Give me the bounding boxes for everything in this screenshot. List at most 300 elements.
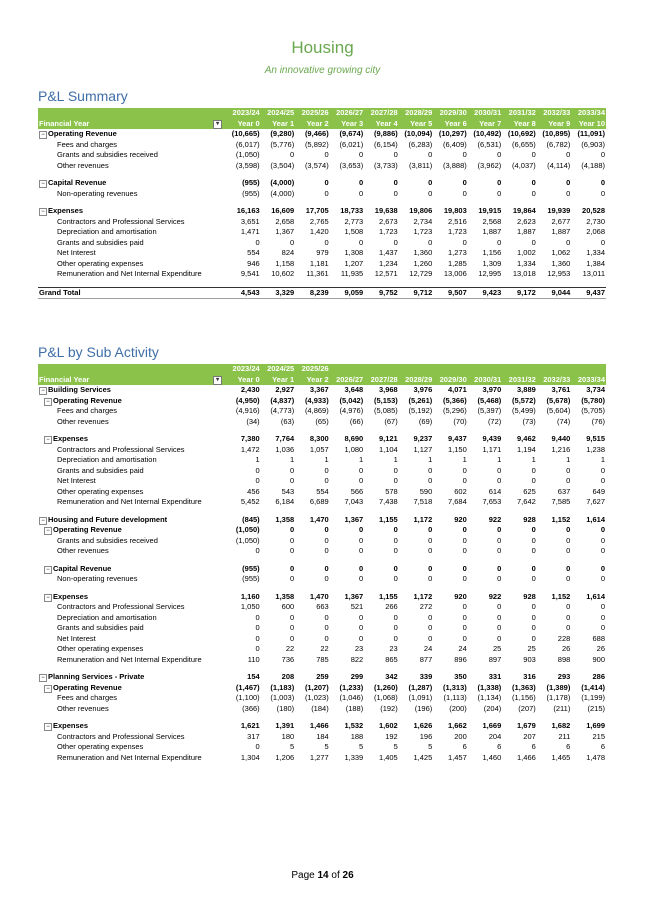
table-row xyxy=(38,248,606,259)
value-cell: 0 xyxy=(290,535,295,545)
table-row xyxy=(38,417,606,428)
value-cell: (1,260) xyxy=(373,682,398,692)
spacer-row xyxy=(38,171,606,178)
value-cell: 208 xyxy=(281,672,295,681)
value-cell: 25 xyxy=(527,644,536,653)
header-year-bottom: Year 1 xyxy=(261,375,296,386)
value-cell: 286 xyxy=(592,672,605,681)
value-cell: 16,163 xyxy=(236,206,260,215)
row-label xyxy=(38,178,226,189)
value-cell: 342 xyxy=(385,672,398,681)
value-cell: 0 xyxy=(324,563,329,573)
value-cell: 554 xyxy=(316,486,329,496)
row-label xyxy=(38,238,226,249)
value-cell: 293 xyxy=(557,672,571,681)
value-cell: 0 xyxy=(393,535,398,545)
header-year-top xyxy=(433,364,468,375)
value-cell: (10,297) xyxy=(438,129,467,138)
header-year-top: 2027/28 xyxy=(364,108,399,119)
collapse-toggle-icon[interactable]: − xyxy=(39,517,47,525)
value-cell: 1,216 xyxy=(551,444,571,454)
value-cell: 17,705 xyxy=(305,206,329,215)
value-cell: 0 xyxy=(566,525,571,534)
value-cell: (1,183) xyxy=(270,682,295,692)
value-cell: 0 xyxy=(393,178,398,187)
row-label-text: Contractors and Professional Services xyxy=(57,731,185,741)
header-year-bottom: Year 0 xyxy=(226,119,261,130)
value-cell: 2,658 xyxy=(275,216,295,226)
value-cell: 6 xyxy=(497,742,502,751)
value-cell: 0 xyxy=(324,476,329,485)
value-cell: 1 xyxy=(290,455,295,464)
value-cell: (4,950) xyxy=(235,395,260,405)
header-row-labels xyxy=(38,375,606,386)
collapse-toggle-icon[interactable]: − xyxy=(44,723,52,731)
collapse-toggle-icon[interactable]: − xyxy=(44,436,52,444)
value-cell: 946 xyxy=(247,258,260,268)
row-label-text: Housing and Future development xyxy=(48,514,168,524)
value-cell: 0 xyxy=(600,465,605,475)
value-cell: 1,437 xyxy=(378,248,398,257)
value-cell: 1,405 xyxy=(378,752,398,762)
value-cell: 110 xyxy=(247,654,260,664)
value-cell: 1,172 xyxy=(413,591,433,601)
value-cell: 0 xyxy=(428,535,433,545)
value-cell: 1,234 xyxy=(378,258,398,268)
table-row xyxy=(38,634,606,645)
value-cell: 211 xyxy=(558,731,571,741)
table-row xyxy=(38,140,606,151)
value-cell: 1,160 xyxy=(240,591,260,601)
value-cell: 0 xyxy=(600,612,605,622)
collapse-toggle-icon[interactable]: − xyxy=(39,674,47,682)
value-cell: (196) xyxy=(414,703,433,713)
value-cell: 1,152 xyxy=(551,591,571,601)
value-cell: (10,895) xyxy=(542,129,571,138)
spacer-row xyxy=(38,199,606,206)
value-cell: 625 xyxy=(523,486,536,496)
value-cell: 0 xyxy=(600,237,605,247)
header-year-bottom: Year 9 xyxy=(537,119,572,130)
value-cell: 2,773 xyxy=(344,216,364,226)
row-label-text: Expenses xyxy=(53,721,89,730)
value-cell: (955) xyxy=(242,563,260,573)
value-cell: 922 xyxy=(488,514,502,524)
value-cell: 1,367 xyxy=(344,591,364,601)
value-cell: 1,127 xyxy=(413,444,433,454)
value-cell: 928 xyxy=(523,514,536,524)
value-cell: 602 xyxy=(454,486,467,496)
value-cell: 1,360 xyxy=(413,248,433,257)
spacer-cell xyxy=(38,508,226,515)
value-cell: (215) xyxy=(587,703,605,713)
collapse-toggle-icon[interactable]: − xyxy=(39,131,47,139)
value-cell: 0 xyxy=(393,188,398,198)
row-label-text: Remuneration and Net Internal Expenditure xyxy=(57,654,202,664)
value-cell: 9,423 xyxy=(468,287,503,299)
table-row xyxy=(38,161,606,172)
value-cell: 1,285 xyxy=(447,258,467,268)
value-cell: 0 xyxy=(255,633,260,643)
header-year-top: 2026/27 xyxy=(330,108,365,119)
row-label-text: Operating Revenue xyxy=(53,525,122,534)
value-cell: 184 xyxy=(316,731,329,741)
row-label-text: Building Services xyxy=(48,385,111,394)
table-row xyxy=(38,178,606,189)
filter-icon[interactable]: ▾ xyxy=(213,376,222,385)
value-cell: 7,653 xyxy=(482,497,502,506)
value-cell: 2,734 xyxy=(413,216,433,226)
row-label xyxy=(38,634,226,645)
footer-separator: of xyxy=(331,870,340,881)
collapse-toggle-icon[interactable]: − xyxy=(44,594,52,602)
header-year-bottom: Year 6 xyxy=(433,119,468,130)
value-cell: (11,091) xyxy=(577,129,605,138)
value-cell: (180) xyxy=(276,703,295,713)
value-cell: 0 xyxy=(359,150,364,159)
value-cell: (5,366) xyxy=(443,395,467,405)
header-year-bottom: Year 3 xyxy=(330,119,365,130)
row-label-text: Grants and subsidies paid xyxy=(57,465,144,475)
value-cell: 7,764 xyxy=(275,434,295,443)
value-cell: 1,155 xyxy=(378,591,398,601)
value-cell: 0 xyxy=(497,574,502,583)
value-cell: 0 xyxy=(324,574,329,583)
spacer-row xyxy=(38,427,606,434)
table-row xyxy=(38,592,606,603)
row-label-text: Remuneration and Net Internal Expenditure xyxy=(57,269,202,278)
value-cell: 0 xyxy=(600,602,605,611)
collapse-toggle-icon[interactable]: − xyxy=(39,180,47,188)
row-label-text: Remuneration and Net Internal Expenditure xyxy=(57,752,202,762)
row-label-text: Depreciation and amortisation xyxy=(57,227,157,236)
value-cell: 0 xyxy=(462,623,467,632)
row-label xyxy=(38,206,226,217)
value-cell: (207) xyxy=(518,703,536,713)
value-cell: 7,585 xyxy=(551,497,571,506)
value-cell: 0 xyxy=(359,178,364,187)
value-cell: 0 xyxy=(428,633,433,643)
value-cell: 23 xyxy=(389,644,398,653)
value-cell: 13,011 xyxy=(582,269,605,278)
value-cell: (5,705) xyxy=(581,406,605,415)
value-cell: (845) xyxy=(242,514,260,524)
header-year-bottom: Year 8 xyxy=(502,119,537,130)
value-cell: (9,886) xyxy=(373,129,398,138)
collapse-toggle-icon[interactable]: − xyxy=(39,387,47,395)
value-cell: 6 xyxy=(531,742,536,751)
spacer-row xyxy=(38,508,606,515)
value-cell: 0 xyxy=(255,612,260,622)
value-cell: (5,296) xyxy=(443,406,467,415)
value-cell: 9,462 xyxy=(517,434,536,443)
value-cell: 1,465 xyxy=(551,752,571,762)
value-cell: 0 xyxy=(600,546,605,555)
table-row xyxy=(38,546,606,557)
value-cell: 3,651 xyxy=(240,216,260,226)
value-cell: 1,699 xyxy=(586,721,605,730)
value-cell: 1,478 xyxy=(586,752,605,762)
value-cell: 2,430 xyxy=(240,385,260,394)
row-label-text: Other operating expenses xyxy=(57,742,144,751)
row-label-text: Contractors and Professional Services xyxy=(57,602,185,611)
value-cell: 0 xyxy=(566,188,571,198)
value-cell: 0 xyxy=(497,178,502,187)
value-cell: (3,733) xyxy=(373,160,398,170)
row-label-text: Grants and subsidies paid xyxy=(57,623,144,632)
value-cell: 26 xyxy=(596,644,605,653)
value-cell: 1,682 xyxy=(551,721,571,730)
value-cell: 0 xyxy=(324,188,329,198)
spacer-row xyxy=(38,714,606,721)
row-label xyxy=(38,269,226,280)
value-cell: 0 xyxy=(393,623,398,632)
value-cell: 0 xyxy=(393,546,398,555)
value-cell: (10,094) xyxy=(404,129,433,138)
value-cell: 1 xyxy=(393,455,398,464)
value-cell: 688 xyxy=(592,633,605,643)
value-cell: 5 xyxy=(359,742,364,751)
financial-year-label xyxy=(38,375,226,386)
value-cell: 0 xyxy=(497,465,502,475)
value-cell: 0 xyxy=(428,465,433,475)
value-cell: 4,543 xyxy=(226,287,261,299)
value-cell: 0 xyxy=(600,623,605,632)
value-cell: 9,237 xyxy=(413,434,433,443)
row-label xyxy=(38,742,226,753)
value-cell: (34) xyxy=(246,416,260,426)
spacer-cell xyxy=(38,557,226,564)
value-cell: (204) xyxy=(483,703,502,713)
row-label xyxy=(38,546,226,557)
table-row xyxy=(38,259,606,270)
table-row xyxy=(38,497,606,508)
row-label-text: Other operating expenses xyxy=(57,644,144,653)
row-label-text: Net Interest xyxy=(57,248,96,257)
value-cell: 897 xyxy=(488,654,502,664)
row-label-text: Fees and charges xyxy=(57,139,118,149)
value-cell: 0 xyxy=(290,476,295,485)
value-cell: 1,384 xyxy=(586,258,605,268)
table-row xyxy=(38,525,606,536)
collapse-toggle-icon[interactable]: − xyxy=(44,398,52,406)
value-cell: 1,466 xyxy=(309,721,329,730)
row-label-text: Depreciation and amortisation xyxy=(57,612,157,622)
value-cell: 25 xyxy=(492,644,502,653)
header-year-bottom: 2032/33 xyxy=(537,375,572,386)
value-cell: 1,334 xyxy=(517,258,536,268)
footer-prefix: Page xyxy=(291,870,315,881)
row-label-text: Other revenues xyxy=(57,416,109,426)
value-cell: 0 xyxy=(255,546,260,555)
table-row xyxy=(38,564,606,575)
value-cell: 1,194 xyxy=(517,444,536,454)
value-cell: 0 xyxy=(531,237,536,247)
value-cell: (5,397) xyxy=(477,406,502,415)
value-cell: 1,621 xyxy=(240,721,260,730)
value-cell: 0 xyxy=(566,546,571,555)
value-cell: 1,260 xyxy=(413,258,433,268)
value-cell: (6,409) xyxy=(443,139,467,149)
value-cell: 0 xyxy=(255,742,260,751)
value-cell: 0 xyxy=(531,150,536,159)
value-cell: 1,887 xyxy=(482,227,502,236)
value-cell: 0 xyxy=(462,465,467,475)
value-cell: 0 xyxy=(462,574,467,583)
value-cell: (1,199) xyxy=(581,693,605,702)
row-label xyxy=(38,259,226,270)
header-year-top xyxy=(399,364,434,375)
value-cell: (6,021) xyxy=(339,139,364,149)
value-cell: 259 xyxy=(316,672,329,681)
value-cell: 19,806 xyxy=(409,206,433,215)
value-cell: 0 xyxy=(359,535,364,545)
value-cell: 272 xyxy=(419,602,433,611)
value-cell: 192 xyxy=(385,731,398,741)
value-cell: (955) xyxy=(242,178,260,187)
value-cell: 1,723 xyxy=(378,227,398,236)
value-cell: 0 xyxy=(290,465,295,475)
row-label xyxy=(38,672,226,683)
table-row xyxy=(38,672,606,683)
header-year-top: 2023/24 xyxy=(226,364,261,375)
row-label xyxy=(38,227,226,238)
spacer-cell xyxy=(38,585,226,592)
value-cell: 0 xyxy=(497,476,502,485)
value-cell: 24 xyxy=(423,644,433,653)
value-cell: 0 xyxy=(462,535,467,545)
value-cell: 9,437 xyxy=(571,287,606,299)
value-cell: 0 xyxy=(393,476,398,485)
spacer-row xyxy=(38,280,606,288)
value-cell: 299 xyxy=(350,672,364,681)
value-cell: 0 xyxy=(497,623,502,632)
header-year-bottom: Year 2 xyxy=(295,375,330,386)
value-cell: 24 xyxy=(458,644,467,653)
collapse-toggle-icon[interactable]: − xyxy=(44,527,52,535)
row-label-text: Expenses xyxy=(53,591,89,601)
value-cell: (74) xyxy=(556,416,571,426)
value-cell: 5 xyxy=(324,742,329,751)
page-subtitle: An innovative growing city xyxy=(264,65,381,76)
value-cell: 456 xyxy=(247,486,260,496)
filter-icon[interactable]: ▾ xyxy=(213,120,222,129)
value-cell: 0 xyxy=(600,563,605,573)
value-cell: 19,939 xyxy=(547,206,571,215)
value-cell: (4,869) xyxy=(304,406,329,415)
value-cell: 1 xyxy=(600,455,605,464)
spacer-cell xyxy=(38,714,226,721)
row-label-text: Non-operating revenues xyxy=(57,574,138,583)
header-year-top xyxy=(502,364,537,375)
value-cell: 8,300 xyxy=(309,434,329,443)
value-cell: 1,626 xyxy=(413,721,433,730)
value-cell: (73) xyxy=(522,416,536,426)
row-label xyxy=(38,592,226,603)
value-cell: 1,207 xyxy=(344,258,364,268)
header-year-bottom: 2030/31 xyxy=(468,375,503,386)
pl-sub-activity-table xyxy=(38,364,606,763)
value-cell: (63) xyxy=(280,416,295,426)
value-cell: 1,470 xyxy=(309,514,329,524)
financial-year-label xyxy=(38,119,226,130)
table-row xyxy=(38,536,606,547)
value-cell: 0 xyxy=(359,563,364,573)
value-cell: 3,976 xyxy=(413,385,433,394)
value-cell: 0 xyxy=(497,237,502,247)
value-cell: 0 xyxy=(428,178,433,187)
header-year-bottom: 2028/29 xyxy=(399,375,434,386)
value-cell: 0 xyxy=(462,178,467,187)
table-row xyxy=(38,445,606,456)
value-cell: 0 xyxy=(359,612,364,622)
row-label xyxy=(38,515,226,526)
value-cell: 554 xyxy=(247,248,260,257)
value-cell: 6,689 xyxy=(309,497,329,506)
value-cell: 0 xyxy=(497,150,502,159)
value-cell: 0 xyxy=(462,188,467,198)
value-cell: 0 xyxy=(566,150,571,159)
value-cell: (3,504) xyxy=(270,160,295,170)
value-cell: 0 xyxy=(255,465,260,475)
row-label xyxy=(38,150,226,161)
table-row xyxy=(38,466,606,477)
value-cell: 521 xyxy=(350,602,364,611)
value-cell: 1,391 xyxy=(275,721,295,730)
row-label xyxy=(38,693,226,704)
value-cell: (10,692) xyxy=(507,129,536,138)
value-cell: 22 xyxy=(320,644,329,653)
value-cell: 1,273 xyxy=(447,248,467,257)
value-cell: 566 xyxy=(350,486,364,496)
collapse-toggle-icon[interactable]: − xyxy=(44,685,52,693)
table-row xyxy=(38,455,606,466)
value-cell: 898 xyxy=(557,654,571,664)
table-row xyxy=(38,602,606,613)
header-year-top: 2023/24 xyxy=(226,108,261,119)
value-cell: (10,492) xyxy=(473,129,502,138)
financial-year-text: Financial Year xyxy=(39,118,90,128)
value-cell: (1,287) xyxy=(408,682,433,692)
row-label xyxy=(38,683,226,694)
row-label xyxy=(38,564,226,575)
value-cell: (4,976) xyxy=(339,406,364,415)
value-cell: 0 xyxy=(324,633,329,643)
value-cell: 1,457 xyxy=(447,752,467,762)
value-cell: (1,178) xyxy=(546,693,571,702)
collapse-toggle-icon[interactable]: − xyxy=(44,566,52,574)
value-cell: 0 xyxy=(531,546,536,555)
value-cell: 12,571 xyxy=(374,269,398,278)
collapse-toggle-icon[interactable]: − xyxy=(39,208,47,216)
value-cell: 7,043 xyxy=(344,497,364,506)
value-cell: 2,673 xyxy=(378,216,398,226)
table-row xyxy=(38,150,606,161)
value-cell: 1,172 xyxy=(413,514,433,524)
value-cell: 903 xyxy=(523,654,536,664)
value-cell: 1,466 xyxy=(517,752,536,762)
value-cell: 0 xyxy=(600,535,605,545)
header-year-top: 2031/32 xyxy=(502,108,537,119)
value-cell: 19,638 xyxy=(374,206,398,215)
value-cell: 1,206 xyxy=(275,752,295,762)
value-cell: 1,104 xyxy=(378,444,398,454)
value-cell: 1,360 xyxy=(551,258,571,268)
value-cell: 600 xyxy=(281,602,295,611)
value-cell: 1,158 xyxy=(275,258,295,268)
value-cell: 0 xyxy=(359,633,364,643)
value-cell: 0 xyxy=(566,237,571,247)
